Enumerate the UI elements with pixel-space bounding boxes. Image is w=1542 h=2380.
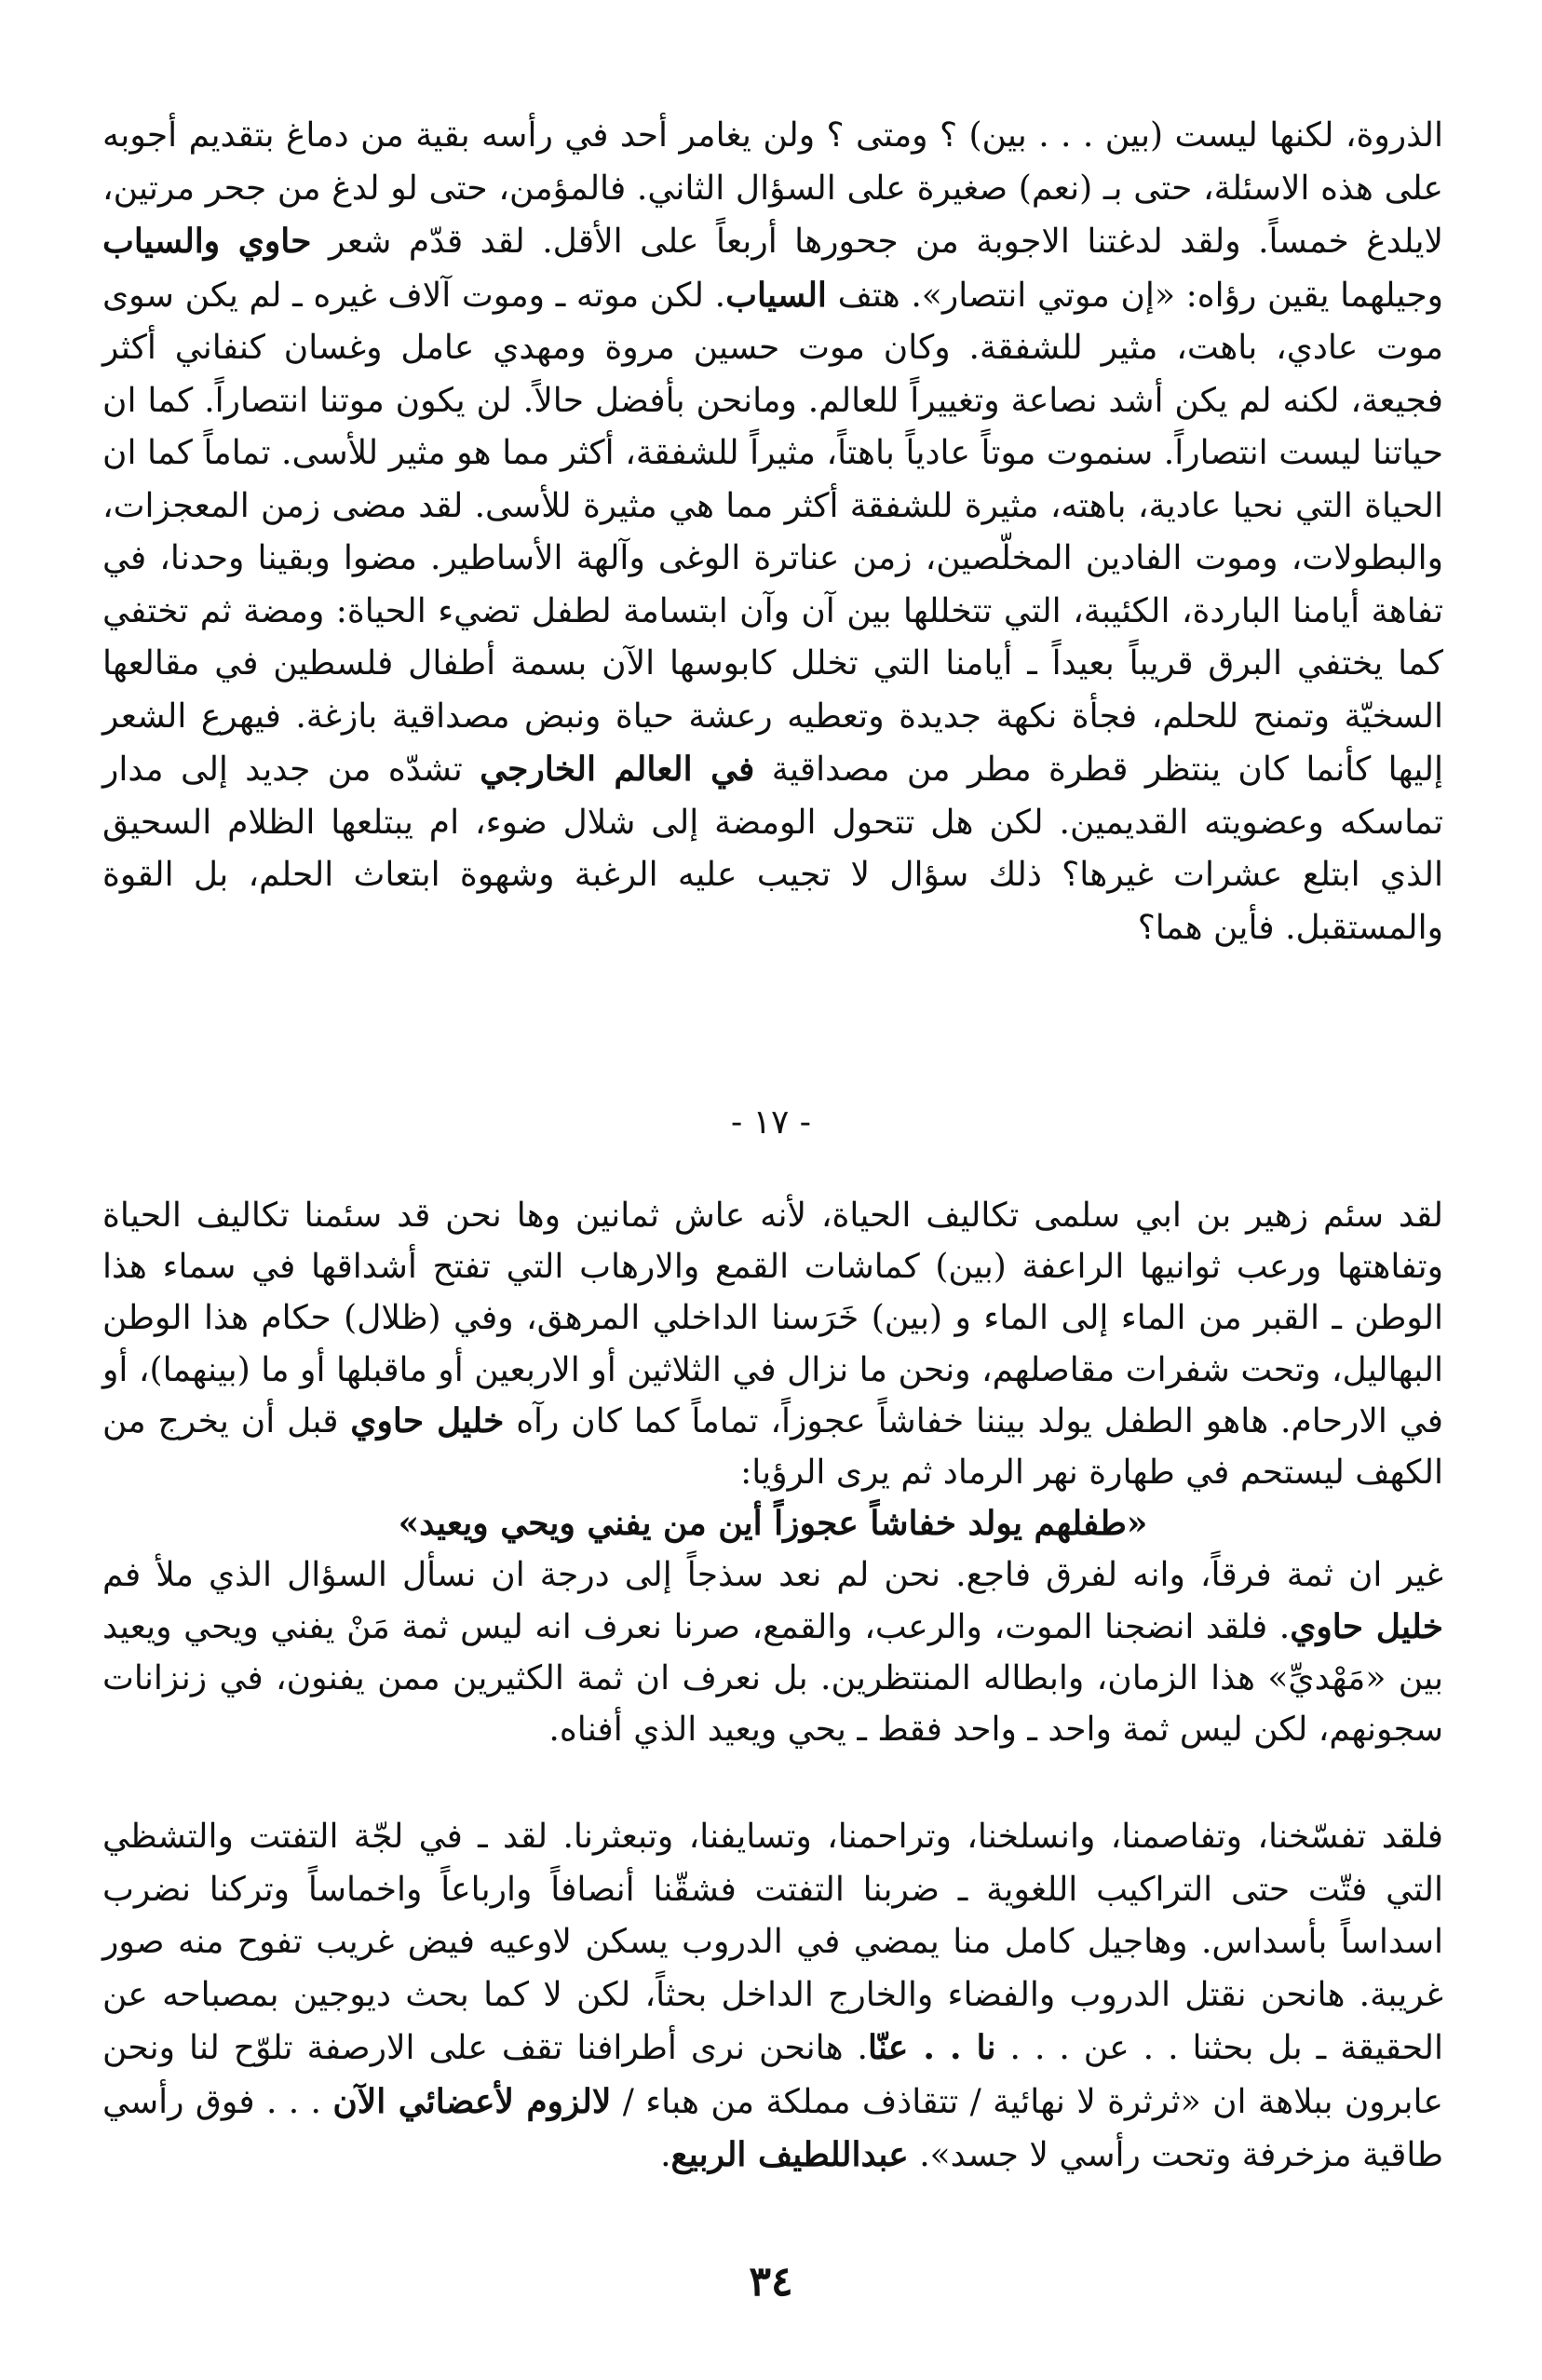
text-run: لقد سئم زهير بن ابي سلمى تكاليف الحياة، لأنه عاش ثمانين وها نحن قد سئمنا تكاليف الحياة وتفاهتها ورعب ثوانيها الراعفة (بين) كماشات القمع والارهاب التي تفتح أشداقها في سماء هذا الوطن ـ القبر من الماء إلى الماء و (بين) خَرَسنا الداخلي المرهق، وفي (ظلال) حكام هذا الوطن البهاليل، وتحت شفرات مقاصلهم، ونحن ما نزال في الثلاثين أو الاربعين أو ماقبلها أو ما (بينهما)، أو في الارحام. هاهو الطفل يولد بيننا خفاشاً عجوزاً، تماماً كما كان رآه [102,1197,1443,1440]
poem-quote: «طفلهم يولد خفاشاً عجوزاً أين من يفني ويحي ويعيد» [398,1504,1148,1544]
text-run: غير ان ثمة فرقاً، وانه لفرق فاجع. نحن لم نعد سذجاً إلى درجة ان نسأل السؤال الذي ملأ فم [102,1556,1443,1595]
bold-phrase: لالزوم لأعضائي الآن [332,2081,612,2121]
bold-phrase: السياب [725,275,827,315]
text-run: . [660,2136,671,2174]
text-run: وجيلهما يقين رؤاه: «إن موتي انتصار». هتف [826,276,1443,315]
paragraph [102,110,1443,954]
text-block-top [102,110,1443,954]
paragraph [102,1549,1443,1755]
text-block-middle [102,1190,1443,1755]
text-run: تشدّه من جديد إلى مدار تماسكه وعضويته القديمين. لكن هل تتحول الومضة إلى شلال ضوء، ام يبتلعها الظلام السحيق الذي ابتلع عشرات غيرها؟ ذلك سؤال لا تجيب عليه الرغبة وشهوة ابتعاث الحلم، بل القوة والمستقبل. فأين هما؟ [102,751,1443,947]
text-run: . . . فوق رأسي طاقية مزخرفة وتحت رأسي لا جسد». [102,2082,1443,2174]
paragraph [102,1190,1443,1498]
bold-phrase: نا . . عنّا [867,2028,996,2067]
bold-phrase: في العالم الخارجي [480,750,755,789]
paragraph [102,1811,1443,2183]
author-name: عبداللطيف الربيع [670,2135,909,2174]
text-run: الذروة، لكنها ليست (بين . . . بين) ؟ ومتى ؟ ولن يغامر أحد في رأسه بقية من دماغ بتقديم أجوبه على هذه الاسئلة، حتى بـ (نعم) صغيرة على السؤال الثاني. فالمؤمن، حتى لو لدغ من جحر مرتين، لايلدغ خمساً. ولقد لدغتنا الاجوبة من جحورها أربعاً على الأقل. لقد قدّم شعر [102,116,1443,261]
text-block-bottom [102,1811,1443,2183]
bold-name: خليل حاوي [350,1400,505,1440]
page-number: ٣٤ [749,2258,793,2306]
text-run: . لكن موته ـ وموت آلاف غيره ـ لم يكن سوى موت عادي، باهت، مثير للشفقة. وكان موت حسين مروة ومهدي عامل وغسان كنفاني أكثر فجيعة، لكنه لم يكن أشد نصاعة وتغييراً للعالم. ومانحن بأفضل حالاً. لن يكون موتنا انتصاراً. كما ان حياتنا ليست انتصاراً. سنموت موتاً عادياً باهتاً، مثيراً للشفقة، أكثر مما هو مثير للأسى. تماماً كما ان الحياة التي نحيا عادية، باهته، مثيرة للشفقة أكثر مما هي مثيرة للأسى. لقد مضى زمن المعجزات، والبطولات، وموت الفادين المخلّصين، زمن عناترة الوغى وآلهة الأساطير. مضوا وبقينا وحدنا، في تفاهة أيامنا الباردة، الكئيبة، التي تتخللها بين آن وآن ابتسامة لطفل تضيء الحياة: ومضة ثم تختفي كما يختفي البرق قريباً بعيداً ـ أيامنا التي تخلل كابوسها الآن بسمة أطفال فلسطين في مقالعها السخيّة وتمنح للحلم، فجأة نكهة جديدة وتعطيه رعشة حياة ونبض مصداقية بازغة. فيهرع الشعر إليها كأنما كان ينتظر قطرة مطر من مصداقية [102,276,1444,789]
text-run: . هانحن نرى أطرافنا تقف على الارصفة تلوّح لنا ونحن عابرون ببلاهة ان «ثرثرة لا نهائية / تتقاذف مملكة من هباء / [102,2029,1443,2121]
section-number: - ١٧ - [731,1103,811,1142]
text-run: فلقد تفسّخنا، وتفاصمنا، وانسلخنا، وتراحمنا، وتسايفنا، وتبعثرنا. لقد ـ في لجّة التفتت والتشظي التي فتّت حتى التراكيب اللغوية ـ ضربنا التفتت فشقّنا أنصافاً وارباعاً واخماساً وتركنا نضرب اسداساً بأسداس. وهاجيل كامل منا يمضي في الدروب يسكن لاوعيه فيض غريب تفوح منه صور غريبة. هانحن نقتل الدروب والفضاء والخارج الداخل بحثاً، لكن لا كما بحث ديوجين بمصباحه عن الحقيقة ـ بل بحثنا . . عن . . . [102,1818,1443,2067]
bold-name: خليل حاوي [1290,1606,1443,1646]
bold-phrase: حاوي والسياب [102,222,312,261]
text-run: . فلقد انضجنا الموت، والرعب، والقمع، صرنا نعرف انه ليس ثمة مَنْ يفني ويحي ويعيد بين «مَهْديِّ» هذا الزمان، وابطاله المنتظرين. بل نعرف ان ثمة الكثيرين ممن يفنون، في زنزانات سجونهم، لكن ليس ثمة واحد ـ واحد فقط ـ يحي ويعيد الذي أفناه. [102,1607,1443,1750]
text-run: قبل أن يخرج من الكهف ليستحم في طهارة نهر الرماد ثم يرى الرؤيا: [102,1401,1443,1493]
